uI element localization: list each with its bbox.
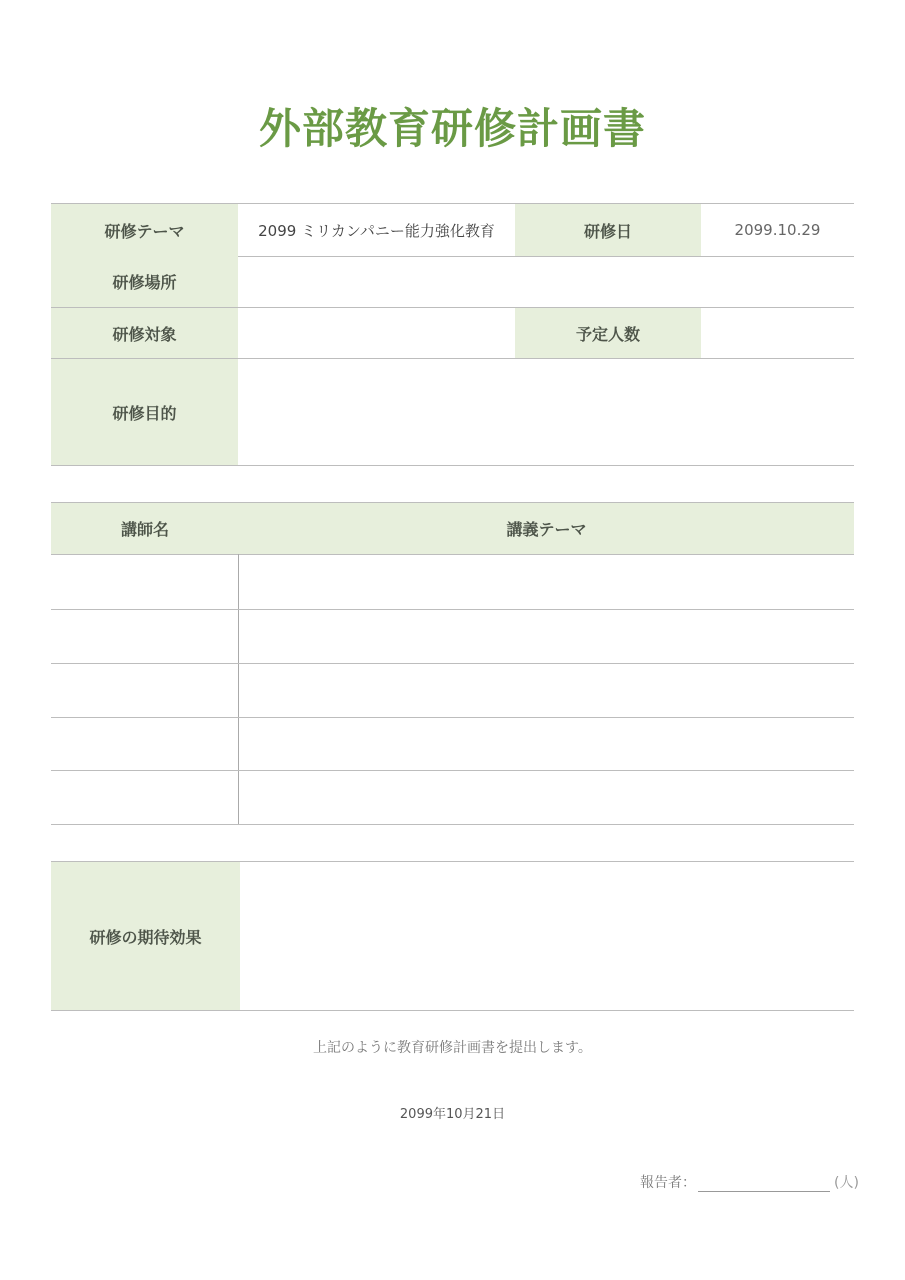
theme-value[interactable]: 2099 ミリカンパニー能力強化教育 bbox=[258, 221, 495, 240]
reporter-label: 報告者： bbox=[640, 1175, 696, 1191]
table-row bbox=[51, 718, 854, 771]
lecture-theme-cell[interactable] bbox=[238, 664, 855, 717]
submission-date: 2099年10月21日 bbox=[399, 1107, 506, 1122]
target-value[interactable] bbox=[238, 308, 515, 358]
table-row bbox=[51, 664, 854, 718]
row-place bbox=[51, 256, 854, 308]
place-value[interactable] bbox=[238, 256, 854, 307]
lecture-theme-cell[interactable] bbox=[238, 554, 855, 609]
submission-note: 上記のように教育研修計画書を提出します。 bbox=[313, 1040, 592, 1056]
lecturer-cell[interactable] bbox=[51, 554, 238, 609]
row-effects bbox=[51, 861, 854, 1011]
lecturer-cell[interactable] bbox=[51, 718, 238, 770]
date-value[interactable]: 2099.10.29 bbox=[734, 221, 821, 239]
theme-label: 研修テーマ bbox=[51, 204, 238, 256]
table-row bbox=[51, 771, 854, 825]
lecturer-cell[interactable] bbox=[51, 610, 238, 663]
target-label: 研修対象 bbox=[51, 308, 238, 358]
effects-value[interactable] bbox=[240, 862, 854, 1010]
purpose-value[interactable] bbox=[238, 359, 854, 465]
purpose-label: 研修目的 bbox=[51, 359, 238, 465]
headcount-label: 予定人数 bbox=[515, 308, 701, 358]
lecture-theme-cell[interactable] bbox=[238, 771, 855, 824]
row-theme bbox=[51, 203, 854, 257]
reporter-field bbox=[640, 1171, 859, 1192]
headcount-value[interactable] bbox=[701, 308, 854, 358]
seal-mark: (人) bbox=[834, 1175, 859, 1191]
lecture-theme-cell[interactable] bbox=[238, 718, 855, 770]
table-row bbox=[51, 610, 854, 664]
row-target bbox=[51, 308, 854, 359]
reporter-input[interactable] bbox=[698, 1171, 830, 1192]
document-title: 外部教育研修計画書 bbox=[258, 104, 646, 153]
header-lecturer: 講師名 bbox=[51, 503, 239, 554]
row-purpose bbox=[51, 359, 854, 466]
lecture-header-row bbox=[51, 502, 854, 555]
lecture-theme-cell[interactable] bbox=[238, 610, 855, 663]
lecturer-cell[interactable] bbox=[51, 664, 238, 717]
table-row bbox=[51, 554, 854, 610]
place-label: 研修場所 bbox=[51, 256, 238, 307]
lecturer-cell[interactable] bbox=[51, 771, 238, 824]
effects-label: 研修の期待効果 bbox=[51, 862, 240, 1010]
date-label: 研修日 bbox=[515, 204, 701, 256]
header-lecture-theme: 講義テーマ bbox=[239, 503, 854, 554]
